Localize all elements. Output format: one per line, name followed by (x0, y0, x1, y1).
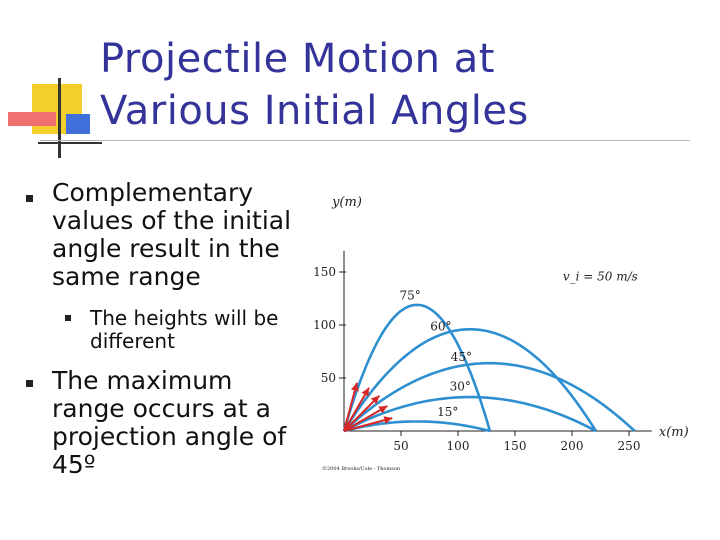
bullet-1-text: Complementary values of the initial angle result in the same range (52, 178, 292, 291)
decor-horizontal-line (38, 142, 102, 144)
angle-label: 15° (437, 405, 459, 420)
y-tick-label: 100 (313, 318, 336, 332)
angle-label: 45° (450, 350, 473, 365)
decor-red-bar (8, 112, 56, 126)
bullet-2-text: The maximum range occurs at a projection angle of 45º (52, 366, 287, 479)
x-axis-label: x(m) (658, 425, 689, 440)
bullet-1-sub-text: The heights will be different (90, 306, 279, 353)
x-tick-label: 100 (446, 439, 470, 453)
sub-bullet-marker (65, 315, 71, 321)
velocity-annotation: v_i = 50 m/s (562, 269, 638, 284)
trajectory-chart (300, 180, 715, 480)
x-tick-label: 200 (560, 439, 584, 453)
angle-label: 75° (399, 288, 421, 303)
angle-label: 60° (430, 319, 452, 334)
title-divider (40, 140, 690, 141)
bullet-marker (26, 380, 33, 387)
slide-title-line-2: Various Initial Angles (100, 88, 529, 134)
y-tick-label: 150 (313, 265, 336, 279)
trajectory-curve (344, 422, 490, 432)
bullet-marker (26, 195, 33, 202)
copyright-text: ©2004 Brooks/Cole - Thomson (322, 466, 401, 472)
x-tick-label: 50 (393, 439, 409, 453)
angle-label: 30° (449, 379, 471, 394)
y-tick-label: 50 (320, 371, 336, 385)
x-tick-label: 250 (617, 439, 641, 453)
decor-blue-square (66, 114, 90, 134)
slide-title-line-1: Projectile Motion at (100, 36, 495, 82)
x-tick-label: 150 (503, 439, 527, 453)
decor-vertical-line (58, 78, 61, 158)
y-axis-label: y(m) (332, 195, 362, 210)
